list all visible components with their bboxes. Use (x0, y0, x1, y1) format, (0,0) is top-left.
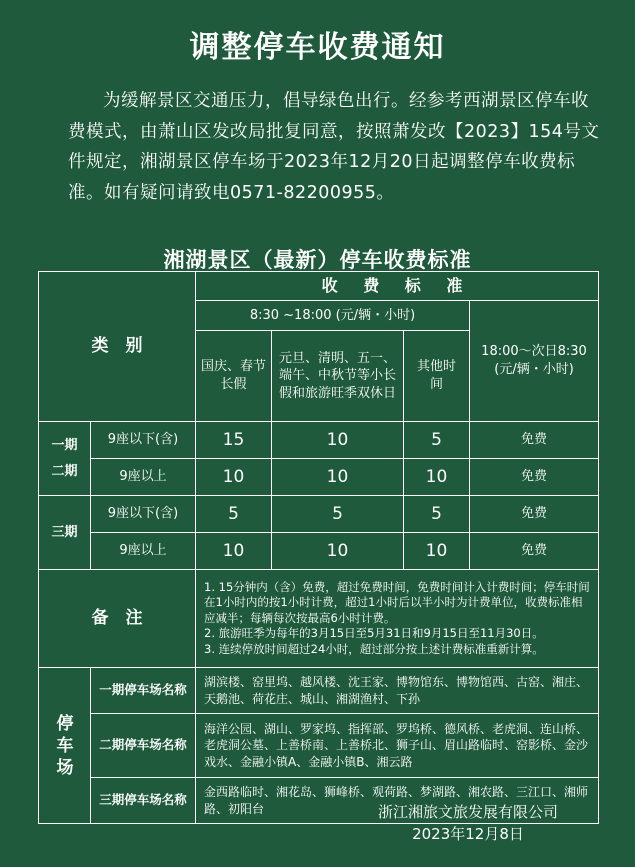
parking-lots-label (39, 668, 91, 824)
phase-1-lots-name: 一期停车场名称 (91, 668, 196, 714)
seat-cell: 9座以上 (91, 533, 196, 570)
phase-3-lots-name: 三期停车场名称 (91, 778, 196, 824)
seat-cell: 9座以下(含) (91, 496, 196, 533)
intro-text: 为缓解景区交通压力，倡导绿色出行。经参考西湖景区停车收费模式，由萧山区发改局批复同意，按照萧发改【2023】154号文件规定，湘湖景区停车场于2023年12月20日起调整停车收费标准。如有疑问请致电0571-82200955。 (68, 91, 600, 203)
night-fee-cell: 免费 (470, 496, 599, 533)
remark-item: 2. 旅游旺季为每年的3月15日至5月31日和9月15日至11月30日。 (204, 626, 544, 641)
night-fee-cell: 免费 (470, 422, 599, 459)
night-period-header: 18:00～次日8:30 (元/辆・小时) (470, 301, 599, 422)
other-time-fee-cell: 10 (404, 459, 470, 496)
holiday-fee-cell: 10 (196, 459, 272, 496)
remark-item: 1. 15分钟内（含）免费，超过免费时间，免费时间计入计费时间；停车时间在1小时内的按1小时计费，超过1小时后以半小时为计费单位，收费标准相应减半；每辆每次按最高6小时计费。 (204, 579, 590, 625)
other-time-fee-cell: 10 (404, 533, 470, 570)
other-time-fee-cell: 5 (404, 496, 470, 533)
parking-lots-label-text: 停车场 (56, 713, 74, 778)
remarks-content (196, 570, 599, 668)
table-row (39, 496, 599, 533)
short-holiday-fee-cell: 10 (272, 422, 404, 459)
intro-paragraph (68, 86, 604, 208)
short-holiday-column-header: 元旦、清明、五一、端午、中秋节等小长假和旅游旺季双休日 (272, 331, 404, 422)
phase-1-lots-list: 湖滨楼、窑里坞、越风楼、沈王家、博物馆东、博物馆西、古窑、湘庄、天鹅池、荷花庄、城山、湘湖渔村、下孙 (196, 668, 599, 714)
holiday-fee-cell: 10 (196, 533, 272, 570)
other-time-column-header: 其他时间 (404, 331, 470, 422)
phase-1-2-label (39, 422, 91, 496)
short-holiday-fee-cell: 10 (272, 533, 404, 570)
fee-standard-header: 收 费 标 准 (196, 272, 599, 301)
phase-2-lots-list: 海洋公园、湖山、罗家坞、指挥部、罗坞桥、德风桥、老虎洞、连山桥、老虎洞公墓、上善桥南、上善桥北、狮子山、眉山路临时、窑影桥、金沙戏水、金融小镇A、金融小镇B、湘云路 (196, 714, 599, 778)
parking-lot-row (39, 714, 599, 778)
seat-cell: 9座以上 (91, 459, 196, 496)
phase-2-lots-name: 二期停车场名称 (91, 714, 196, 778)
table-title: 湘湖景区（最新）停车收费标准 (163, 248, 472, 272)
phase-3-lots-list: 金西路临时、湘花岛、狮峰桥、观荷路、梦湖路、湘农路、三江口、湘师路、初阳台 (196, 778, 599, 824)
seat-cell: 9座以下(含) (91, 422, 196, 459)
table-row (39, 422, 599, 459)
short-holiday-fee-cell: 5 (272, 496, 404, 533)
night-fee-cell: 免费 (470, 459, 599, 496)
table-row (39, 459, 599, 496)
remarks-label: 备 注 (39, 570, 196, 668)
day-period-header: 8:30 ~18:00 (元/辆・小时) (196, 301, 470, 331)
remarks-row (39, 570, 599, 668)
phase-3-label: 三期 (39, 496, 91, 570)
footer (350, 801, 586, 845)
fee-table (38, 271, 599, 824)
short-holiday-fee-cell: 10 (272, 459, 404, 496)
phase-1-label: 一期 (51, 437, 78, 453)
holiday-fee-cell: 5 (196, 496, 272, 533)
holiday-column-header: 国庆、春节长假 (196, 331, 272, 422)
holiday-fee-cell: 15 (196, 422, 272, 459)
other-time-fee-cell: 5 (404, 422, 470, 459)
category-header: 类 别 (39, 272, 196, 422)
company-name: 浙江湘旅文旅发展有限公司 (377, 803, 558, 821)
issue-date: 2023年12月8日 (412, 825, 524, 843)
remark-item: 3. 连续停放时间超过24小时，超过部分按上述计费标准重新计算。 (204, 641, 544, 656)
night-fee-cell: 免费 (470, 533, 599, 570)
parking-lot-row (39, 668, 599, 714)
page-title: 调整停车收费通知 (189, 30, 446, 65)
phase-2-label: 二期 (51, 463, 78, 479)
table-row (39, 533, 599, 570)
